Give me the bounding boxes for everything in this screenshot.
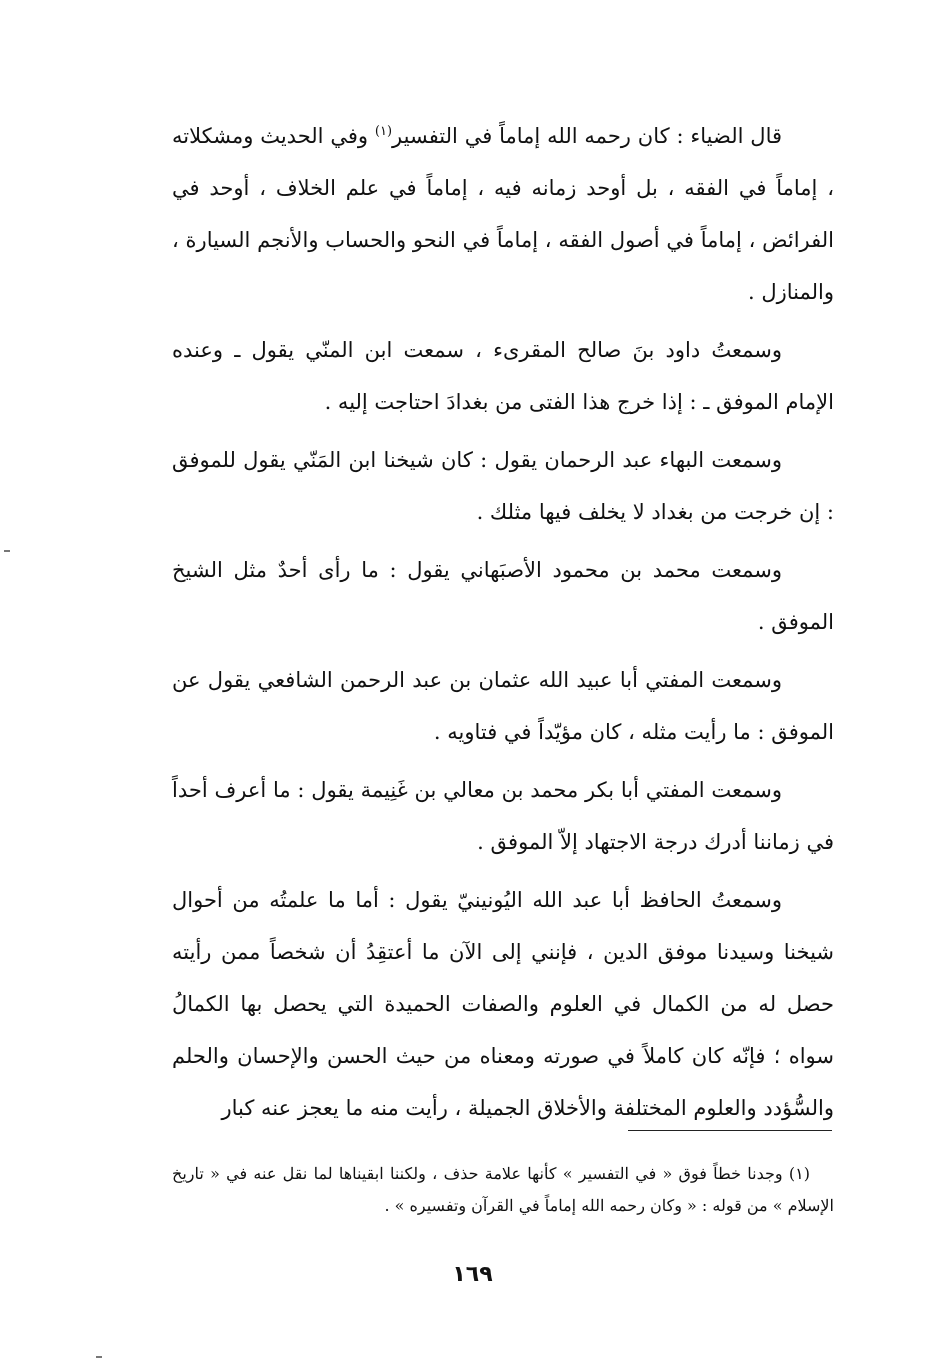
paragraph-2: وسمعتُ داود بنَ صالح المقرىء ، سمعت ابن المنّي يقول ـ وعنده الإمام الموفق ـ : إذا خرج هذا الفتى من بغدادَ احتاجت إليه .: [172, 338, 834, 414]
scan-margin-mark: [96, 1356, 102, 1358]
paragraph-6: وسمعت المفتي أبا بكر محمد بن معالي بن غَنِيمة يقول : ما أعرف أحداً في زماننا أدرك درجة الاجتهاد إلاّ الموفق .: [172, 778, 834, 854]
page-number: ١٦٩: [452, 1262, 493, 1287]
paragraph-1: [172, 110, 834, 318]
paragraph-7: وسمعتُ الحافظ أبا عبد الله اليُونينيّ يقول : أما ما علمتُه من أحوال شيخنا وسيدنا موفق الدين ، فإنني إلى الآن ما أعتقِدُ أن شخصاً ممن رأيته حصل له من الكمال في العلوم والصفات الحميدة التي يحصل بها الكمالُ سواه ؛ فإنّه كان كاملاً في صورته ومعناه من حيث الحسن والإحسان والحلم والسُّؤدد والعلوم المختلفة والأخلاق الجميلة ، رأيت منه ما يعجز عنه كبار: [172, 888, 834, 1120]
footnote-divider: [628, 1130, 832, 1131]
scan-margin-mark: [4, 550, 10, 552]
paragraph-4: وسمعت محمد بن محمود الأصبَهاني يقول : ما رأى أحدٌ مثل الشيخ الموفق .: [172, 558, 834, 634]
paragraph-5: وسمعت المفتي أبا عبيد الله عثمان بن عبد الرحمن الشافعي يقول عن الموفق : ما رأيت مثله ، كان مؤيّداً في فتاويه .: [172, 668, 834, 744]
footnote-marker[interactable]: (١): [374, 124, 393, 139]
footnote: (١) وجدنا خطاً فوق « في التفسير » كأنها علامة حذف ، ولكننا ابقيناها لما نقل عنه في « تاريخ الإسلام » من قوله : « وكان رحمه الله إماماً في القرآن وتفسيره » .: [172, 1164, 834, 1215]
main-text: [172, 110, 834, 1140]
paragraph-1-rest: وفي الحديث ومشكلاته ، إماماً في الفقه ، بل أوحد زمانه فيه ، إماماً في علم الخلاف ، أوحد في الفرائض ، إماماً في أصول الفقه ، إماماً في النحو والحساب والأنجم السيارة ، والمنازل .: [172, 124, 834, 304]
paragraph-1-start: قال الضياء : كان رحمه الله إماماً في التفسير: [392, 124, 783, 148]
paragraph-3: وسمعت البهاء عبد الرحمان يقول : كان شيخنا ابن المَنّي يقول للموفق : إن خرجت من بغداد لا يخلف فيها مثلك .: [172, 448, 834, 524]
